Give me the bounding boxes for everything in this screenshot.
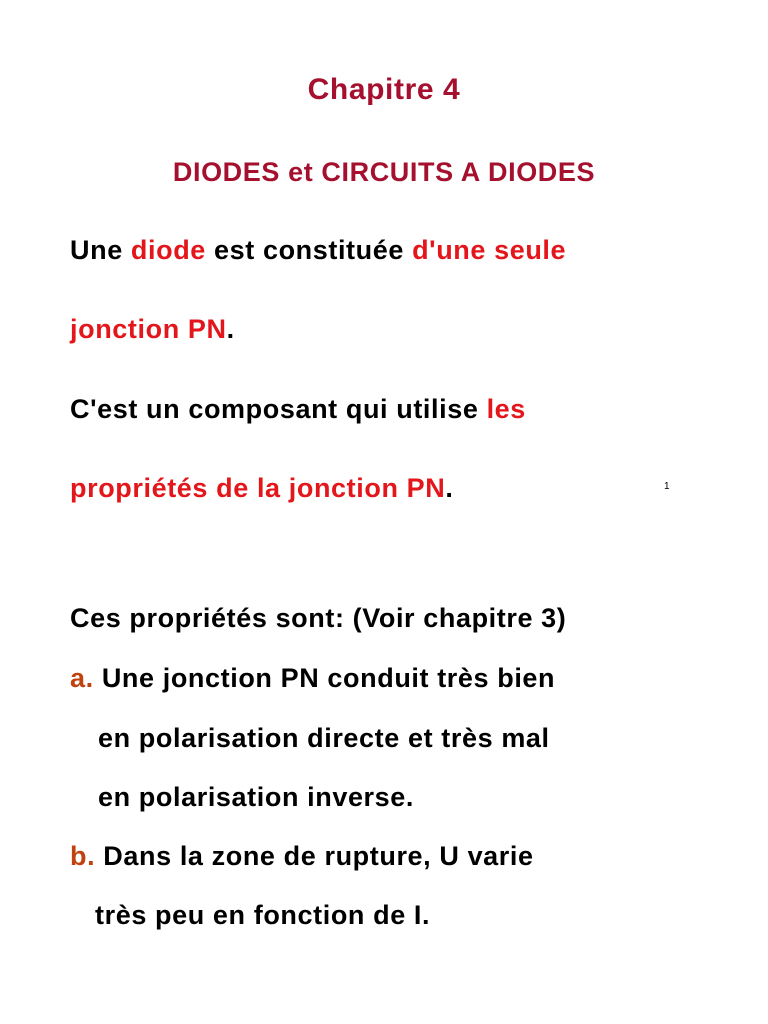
item-a-marker: a. bbox=[70, 663, 94, 693]
chapter-title: Chapitre 4 bbox=[307, 73, 461, 106]
properties-intro: Ces propriétés sont: (Voir chapitre 3) bbox=[70, 603, 567, 633]
para1-line2 bbox=[70, 312, 235, 346]
item-b-marker: b. bbox=[70, 841, 96, 871]
item-b-line1 bbox=[70, 839, 534, 873]
item-a-line1 bbox=[70, 661, 555, 695]
highlight-properties: propriétés de la jonction PN bbox=[70, 473, 446, 503]
highlight-diode: diode bbox=[130, 235, 206, 265]
item-b-text: Dans la zone de rupture, U varie bbox=[95, 841, 534, 871]
para1-text: Une bbox=[70, 235, 131, 265]
para1-line1 bbox=[70, 233, 566, 267]
para2-text: C'est un composant qui utilise bbox=[70, 394, 487, 424]
para1-text: . bbox=[226, 314, 235, 344]
item-a-text: Une jonction PN conduit très bien bbox=[93, 663, 556, 693]
item-a-line3: en polarisation inverse. bbox=[98, 782, 415, 812]
item-a-line2: en polarisation directe et très mal bbox=[98, 723, 550, 753]
para2-text: . bbox=[445, 473, 454, 503]
page-number: 1 bbox=[664, 481, 670, 492]
highlight-pn-junction: jonction PN bbox=[70, 314, 227, 344]
para1-text: est constituée bbox=[205, 235, 413, 265]
highlight-les: les bbox=[486, 394, 526, 424]
highlight-single-junction: d'une seule bbox=[412, 235, 567, 265]
para2-line2 bbox=[70, 471, 453, 505]
para2-line1 bbox=[70, 392, 526, 426]
chapter-subtitle: DIODES et CIRCUITS A DIODES bbox=[172, 157, 596, 187]
item-b-line2: très peu en fonction de I. bbox=[95, 900, 431, 930]
